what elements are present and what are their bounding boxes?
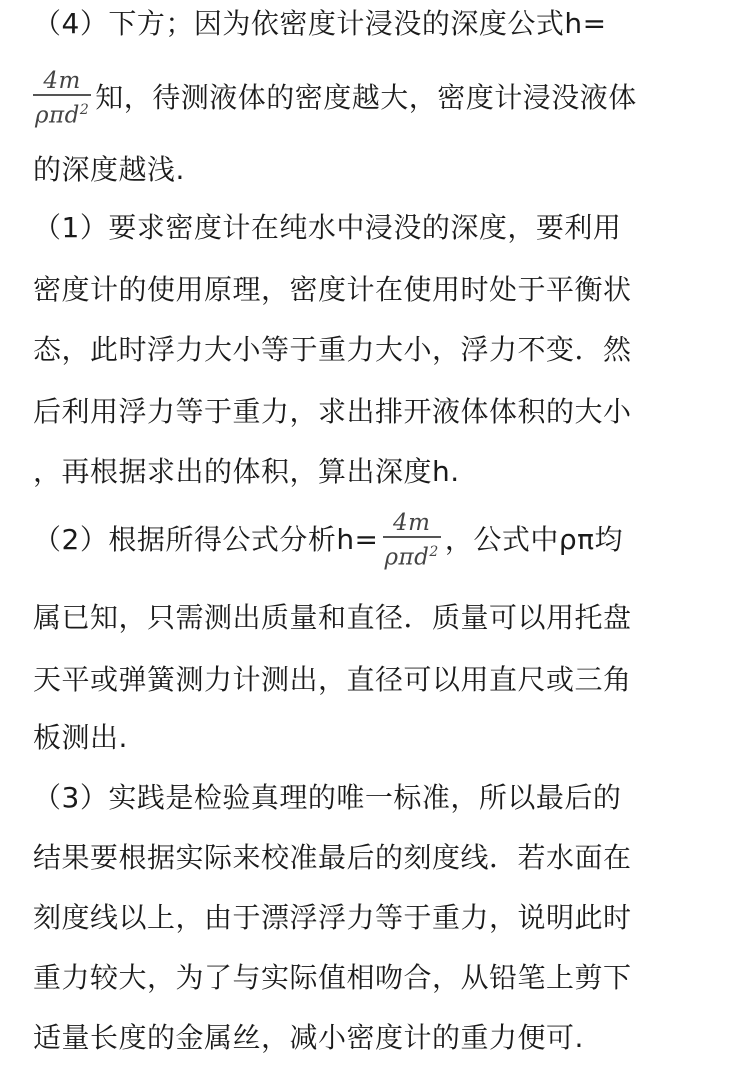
text-line-9-after: ，公式中ρπ均: [444, 523, 623, 556]
text-line-13: （3）实践是检验真理的唯一标准，所以最后的: [33, 781, 622, 814]
text-line-2-text: 知，待测液体的密度越大，密度计浸没液体: [95, 81, 637, 114]
text-line-4: （1）要求密度计在纯水中浸没的深度，要利用: [33, 211, 622, 244]
text-line-12: 板测出.: [33, 721, 128, 754]
text-line-17: 适量长度的金属丝，减小密度计的重力便可.: [33, 1021, 584, 1054]
text-line-1: （4）下方；因为依密度计浸没的深度公式h=: [33, 7, 607, 40]
text-line-11: 天平或弹簧测力计测出，直径可以用直尺或三角: [33, 663, 632, 696]
formula-numerator: 4m: [43, 68, 81, 95]
formula-denominator-exponent: 2: [429, 544, 439, 561]
formula-denominator: [383, 538, 441, 572]
text-line-10: 属已知，只需测出质量和直径．质量可以用托盘: [33, 601, 632, 634]
formula-numerator: 4m: [392, 510, 431, 537]
text-line-9-before: （2）根据所得公式分析h=: [33, 523, 379, 556]
density-formula-fraction-2: [383, 510, 441, 572]
formula-denominator-base: ρπd: [35, 102, 80, 129]
text-line-8: ，再根据求出的体积，算出深度h.: [33, 455, 460, 488]
text-line-6: 态，此时浮力大小等于重力大小，浮力不变．然: [33, 333, 632, 366]
density-formula-fraction: [33, 68, 91, 130]
text-line-3: 的深度越浅.: [33, 153, 185, 186]
formula-denominator-base: ρπd: [384, 544, 430, 571]
formula-denominator-exponent: 2: [79, 102, 90, 119]
text-line-9: [33, 508, 623, 572]
formula-denominator: [33, 96, 91, 130]
text-line-5: 密度计的使用原理，密度计在使用时处于平衡状: [33, 273, 632, 306]
text-line-7: 后利用浮力等于重力，求出排开液体体积的大小: [33, 395, 632, 428]
text-line-15: 刻度线以上，由于漂浮浮力等于重力，说明此时: [33, 901, 632, 934]
text-line-14: 结果要根据实际来校准最后的刻度线．若水面在: [33, 841, 632, 874]
text-line-2: [33, 68, 637, 128]
text-line-16: 重力较大，为了与实际值相吻合，从铅笔上剪下: [33, 961, 632, 994]
